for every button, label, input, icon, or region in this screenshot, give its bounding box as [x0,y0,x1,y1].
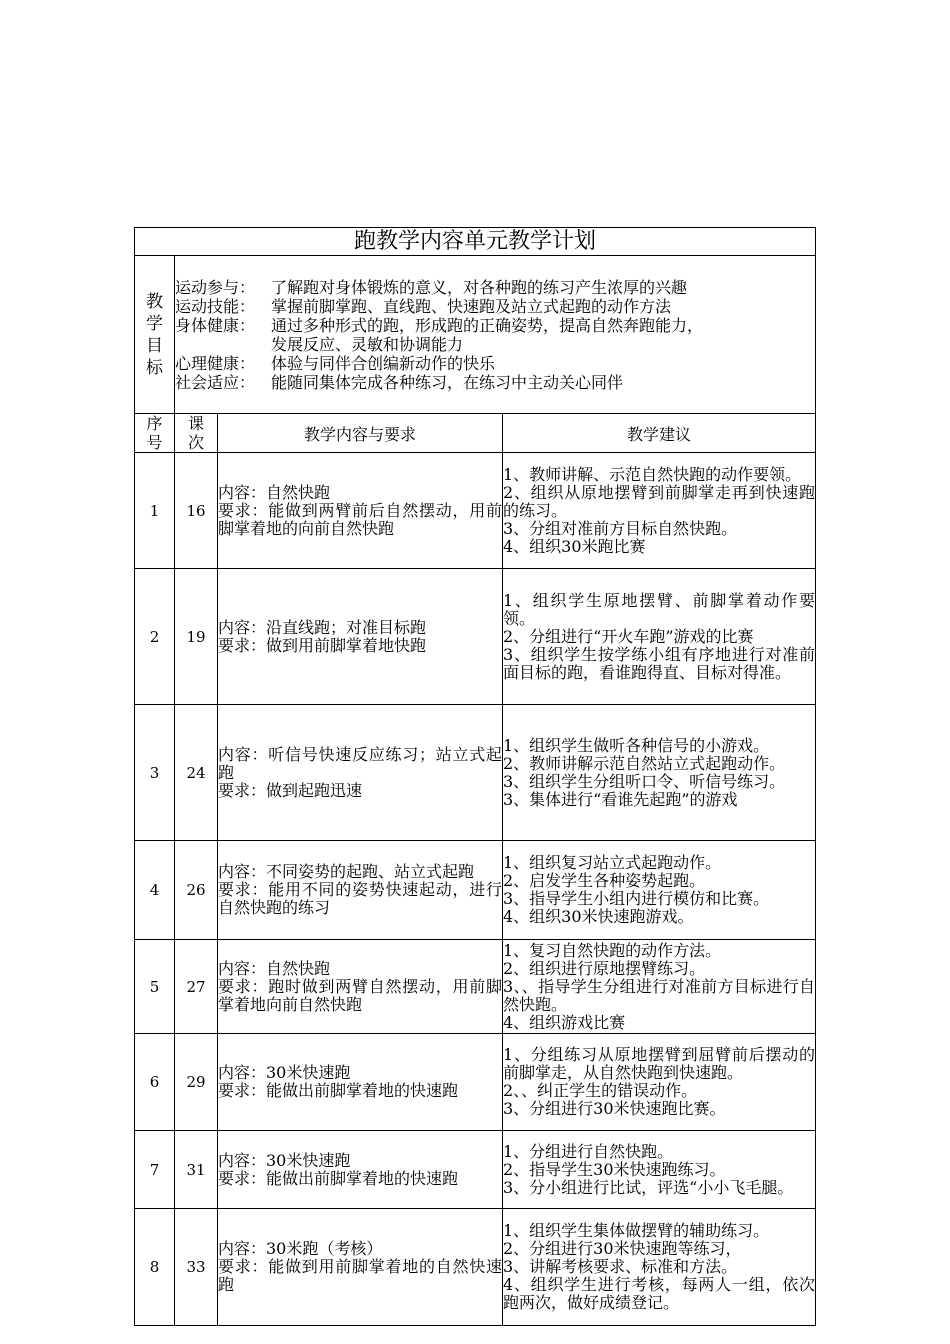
row-seq: 4 [135,841,175,940]
advice-line: 3、集体进行“看谁先起跑”的游戏 [503,789,738,809]
advice-line: 1、组织复习站立式起跑动作。 [503,853,722,872]
table-row [135,453,816,569]
row-lesson: 26 [175,841,218,940]
advice-line: 3、分组进行30米快速跑比赛。 [503,1099,726,1118]
row-content [218,1209,503,1326]
content-line: 内容：30米快速跑 [218,1063,351,1082]
goal-item-continuation: 发展反应、灵敏和协调能力 [271,334,464,354]
row-seq: 2 [135,569,175,705]
row-content [218,940,503,1034]
content-line: 内容：沿直线跑；对准目标跑 [218,617,427,637]
title-row [135,228,816,256]
goals-label-char: 教 [146,291,163,312]
advice-line: 1、教师讲解、示范自然快跑的动作要领。 [503,464,802,484]
content-line: 内容：听信号快速反应练习；站立式起跑 [218,744,502,782]
content-line: 要求：做到起跑迅速 [218,780,363,800]
advice-line: 4、组织游戏比赛 [503,1012,626,1032]
advice-line: 3、、指导学生分组进行对准前方目标进行自然快跑。 [503,976,816,1014]
content-line: 要求：能做到两臂前后自然摆动，用前脚掌着地的向前自然快跑 [218,500,502,538]
page-title: 跑教学内容单元教学计划 [135,228,816,256]
advice-line: 4、组织30米快速跑游戏。 [503,907,694,926]
advice-line: 1、分组练习从原地摆臂到屈臂前后摆动的前脚掌走，从自然快跑到快速跑。 [503,1045,816,1082]
content-line: 内容：30米跑（考核） [218,1239,383,1258]
advice-line: 4、组织学生进行考核，每两人一组，依次跑两次，做好成绩登记。 [503,1275,816,1312]
goals-row [135,256,816,414]
row-lesson: 24 [175,705,218,841]
table-row [135,1131,816,1209]
goal-item: 身体健康： 通过多种形式的跑，形成跑的正确姿势，提高自然奔跑能力， [175,315,704,335]
teaching-plan-table [134,227,816,1326]
goals-label-char: 标 [146,357,163,378]
row-advice [503,705,816,841]
row-lesson: 16 [175,453,218,569]
content-line: 内容：自然快跑 [218,958,331,978]
goal-item: 心理健康： 体验与同伴合创编新动作的快乐 [175,353,496,373]
row-advice [503,1209,816,1326]
row-content [218,453,503,569]
goals-label-char: 目 [146,335,163,356]
advice-line: 1、复习自然快跑的动作方法。 [503,940,722,960]
header-seq: 序 号 [135,414,175,453]
row-lesson: 31 [175,1131,218,1209]
advice-line: 4、组织30米跑比赛 [503,536,646,556]
goal-item: 社会适应： 能随同集体完成各种练习，在练习中主动关心同伴 [175,372,624,392]
content-line: 要求：能做出前脚掌着地的快速跑 [218,1168,459,1188]
advice-line: 1、组织学生原地摆臂、前脚掌着动作要领。 [503,590,816,628]
advice-line: 3、指导学生小组内进行模仿和比赛。 [503,889,770,908]
row-seq: 6 [135,1034,175,1131]
content-line: 内容：不同姿势的起跑、站立式起跑 [218,862,475,881]
header-content: 教学内容与要求 [218,414,503,453]
content-line: 要求：能做到用前脚掌着地的自然快速跑 [218,1257,502,1294]
content-line: 要求：能用不同的姿势快速起动，进行自然快跑的练习 [218,880,502,917]
content-line: 要求：做到用前脚掌着地快跑 [218,635,427,655]
row-lesson: 29 [175,1034,218,1131]
advice-line: 3、讲解考核要求、标准和方法。 [503,1257,738,1276]
advice-line: 3、分小组进行比试，评选“小小飞毛腿。 [503,1177,794,1197]
advice-line: 2、分组进行“开火车跑”游戏的比赛 [503,626,754,646]
row-seq: 5 [135,940,175,1034]
goal-item: 运动技能： 掌握前脚掌跑、直线跑、快速跑及站立式起跑的动作方法 [175,296,672,316]
row-seq: 7 [135,1131,175,1209]
row-advice [503,453,816,569]
goal-item: 运动参与： 了解跑对身体锻炼的意义，对各种跑的练习产生浓厚的兴趣 [175,277,688,297]
row-content [218,1131,503,1209]
goals-label [135,256,175,414]
row-content [218,705,503,841]
advice-line: 3、组织学生按学练小组有序地进行对准前面目标的跑，看谁跑得直、目标对得准。 [503,644,816,682]
advice-line: 2、组织进行原地摆臂练习。 [503,958,706,978]
advice-line: 1、分组进行自然快跑。 [503,1141,674,1161]
table-row [135,1034,816,1131]
row-content [218,569,503,705]
goals-label-char: 学 [146,313,163,334]
table-row [135,569,816,705]
content-line: 内容：30米快速跑 [218,1150,351,1170]
advice-line: 2、教师讲解示范自然站立式起跑动作。 [503,753,786,773]
header-advice: 教学建议 [503,414,816,453]
content-line: 要求：能做出前脚掌着地的快速跑 [218,1081,459,1100]
header-row [135,414,816,453]
row-advice [503,940,816,1034]
row-seq: 8 [135,1209,175,1326]
row-advice [503,841,816,940]
row-advice [503,569,816,705]
row-lesson: 33 [175,1209,218,1326]
table-row [135,1209,816,1326]
row-content [218,841,503,940]
table-row [135,940,816,1034]
advice-line: 2、启发学生各种姿势起跑。 [503,871,706,890]
advice-line: 2、指导学生30米快速跑练习。 [503,1159,726,1179]
row-seq: 3 [135,705,175,841]
advice-line: 2、分组进行30米快速跑等练习， [503,1239,742,1258]
advice-line: 2、组织从原地摆臂到前脚掌走再到快速跑的练习。 [503,482,816,520]
advice-line: 3、组织学生分组听口令、听信号练习。 [503,771,786,791]
content-line: 要求：跑时做到两臂自然摆动，用前脚掌着地向前自然快跑 [218,976,502,1014]
advice-line: 2、、纠正学生的错误动作。 [503,1081,698,1100]
table-row [135,841,816,940]
row-lesson: 19 [175,569,218,705]
advice-line: 3、分组对准前方目标自然快跑。 [503,518,738,538]
row-seq: 1 [135,453,175,569]
content-line: 内容：自然快跑 [218,482,331,502]
row-advice [503,1131,816,1209]
goals-cell [175,256,816,414]
row-lesson: 27 [175,940,218,1034]
row-content [218,1034,503,1131]
header-lesson: 课 次 [175,414,218,453]
advice-line: 1、组织学生做听各种信号的小游戏。 [503,735,770,755]
row-advice [503,1034,816,1131]
advice-line: 1、组织学生集体做摆臂的辅助练习。 [503,1221,770,1240]
table-row [135,705,816,841]
